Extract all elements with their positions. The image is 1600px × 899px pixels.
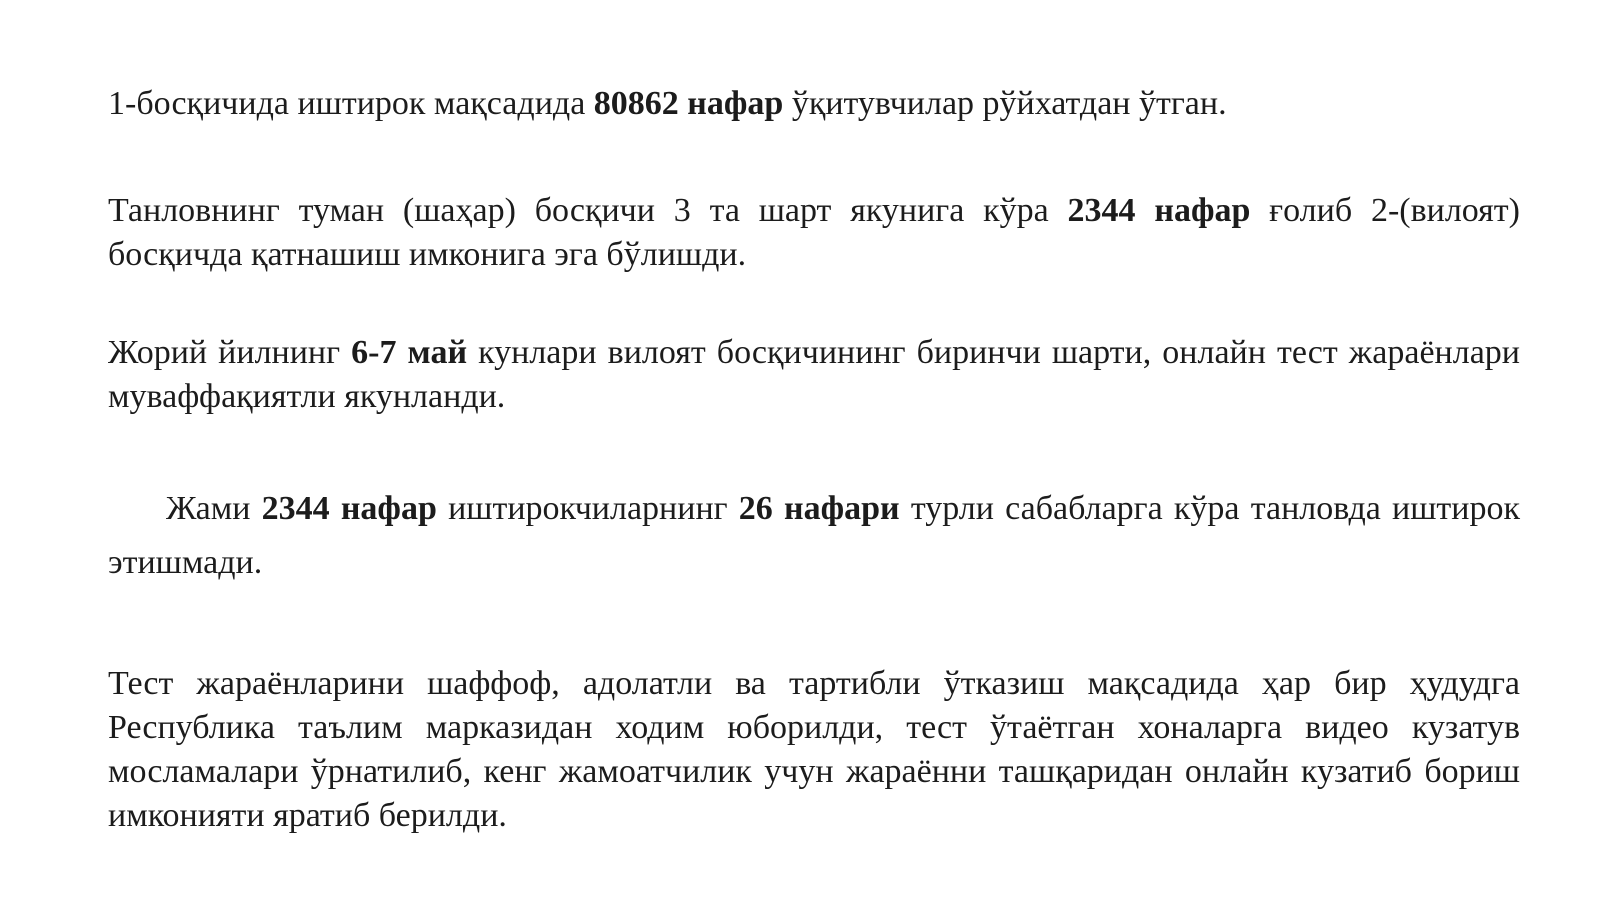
text-segment: ғолиб 2-(вилоят) босқичда қатнашиш имконига эга бўлишди. (108, 192, 1520, 273)
highlight-count: 80862 нафар (593, 85, 784, 122)
highlight-count: 2344 нафар (261, 490, 437, 527)
paragraph-registration (108, 82, 1520, 126)
text-segment: 1-босқичида иштирок мақсадида (108, 85, 594, 122)
text-segment: иштирокчиларнинг (436, 490, 739, 527)
text-segment: Жорий йилнинг (108, 334, 352, 371)
text-segment: Танловнинг туман (шаҳар) босқичи 3 та шарт якунига кўра (108, 192, 1068, 229)
paragraph-district-stage (108, 189, 1520, 277)
highlight-date: 6-7 май (351, 334, 468, 371)
text-segment: кунлари вилоят босқичининг биринчи шарти, онлайн тест жараёнлари муваффақиятли якунланди. (108, 334, 1520, 415)
paragraph-transparency (108, 662, 1520, 838)
highlight-count: 2344 нафар (1067, 192, 1251, 229)
paragraph-online-test (108, 331, 1520, 419)
text-segment: Жами (166, 490, 262, 527)
paragraph-absent (108, 482, 1520, 590)
text-segment: турли сабабларга кўра танловда иштирок этишмади. (108, 490, 1520, 581)
text-segment: ўқитувчилар рўйхатдан ўтган. (783, 85, 1227, 122)
text-segment: Тест жараёнларини шаффоф, адолатли ва тартибли ўтказиш мақсадида ҳар бир ҳудудга Республика таълим марказидан ходим юборилди, тест ўтаётган хоналарга видео кузатув мосламалари ўрнатилиб, кенг жамоатчилик учун жараённи ташқаридан онлайн кузатиб бориш имконияти яратиб берилди. (108, 665, 1520, 834)
highlight-count: 26 нафари (738, 490, 900, 527)
